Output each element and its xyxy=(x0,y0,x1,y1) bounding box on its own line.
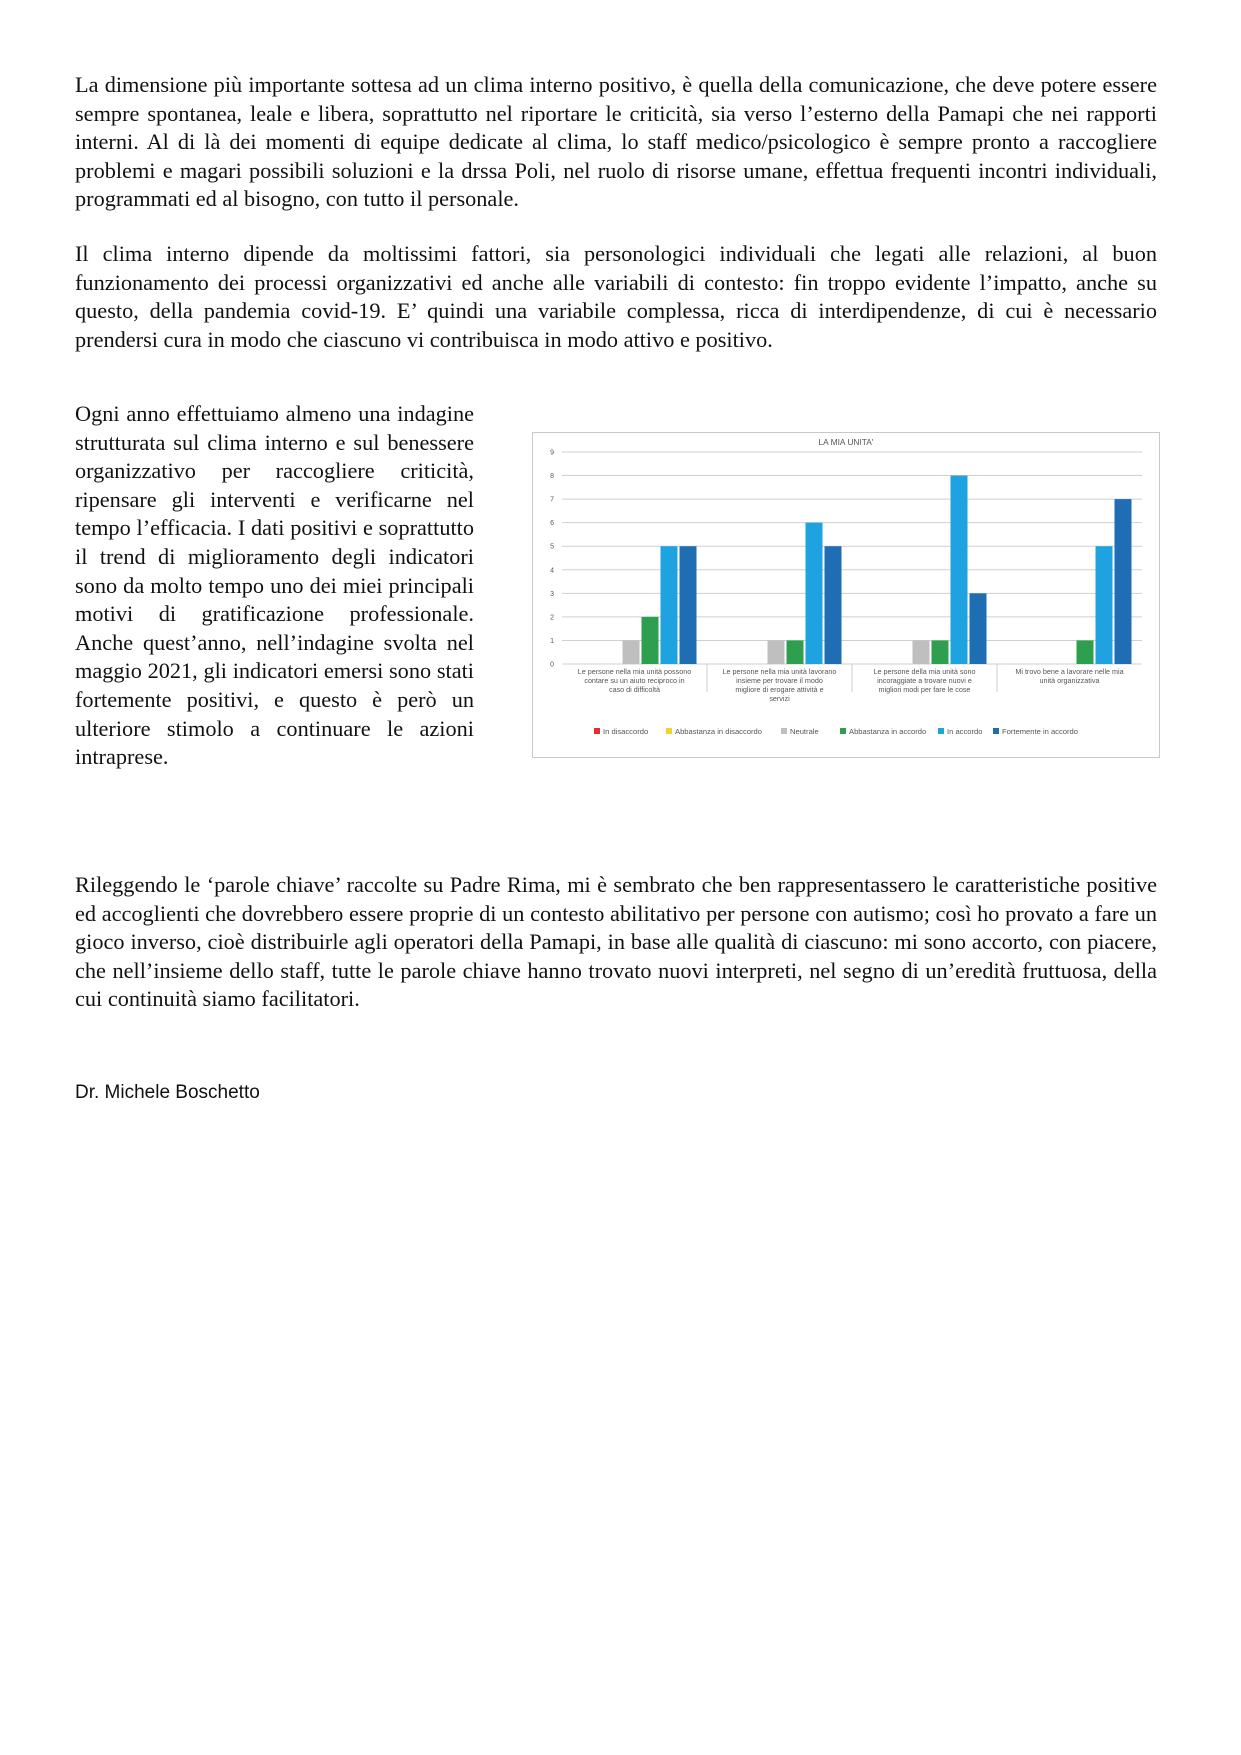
bar xyxy=(1077,640,1094,664)
category-label: servizi xyxy=(769,694,790,703)
legend-label: Neutrale xyxy=(790,727,819,736)
y-tick-label: 8 xyxy=(550,473,554,481)
category-label: insieme per trovare il modo xyxy=(736,676,823,685)
chart-title: LA MIA UNITA' xyxy=(818,437,874,447)
bar xyxy=(913,640,930,664)
bar xyxy=(787,640,804,664)
category-label: Le persone nella mia unità lavorano xyxy=(722,667,837,676)
category-label: Mi trovo bene a lavorare nelle mia xyxy=(1015,667,1124,676)
bar xyxy=(951,476,968,664)
legend-swatch xyxy=(840,728,846,734)
bar xyxy=(1096,546,1113,664)
bar xyxy=(661,546,678,664)
legend-swatch xyxy=(594,728,600,734)
legend-label: Abbastanza in accordo xyxy=(849,727,927,736)
signature: Dr. Michele Boschetto xyxy=(75,1082,260,1103)
bar xyxy=(932,640,949,664)
category-label: Le persone della mia unità sono xyxy=(873,667,976,676)
category-label: unità organizzativa xyxy=(1039,676,1100,685)
paragraph-communication: La dimensione più importante sottesa ad un clima interno positivo, è quella della comunicazione, che deve potere essere sempre spontanea, leale e libera, soprattutto nel riportare le criticità, sia verso l’esterno della Pamapi che nei rapporti interni. Al di là dei momenti di equipe dedicate al clima, lo staff medico/psicologico è sempre pronto a raccogliere problemi e magari possibili soluzioni e la drssa Poli, nel ruolo di risorse umane, effettua frequenti incontri individuali, programmati ed al bisogno, con tutto il personale. xyxy=(75,72,1157,212)
y-tick-label: 1 xyxy=(550,637,554,645)
chart-frame xyxy=(533,433,1160,758)
bar xyxy=(806,523,823,664)
bar xyxy=(642,617,659,664)
y-tick-label: 3 xyxy=(550,590,554,598)
bar xyxy=(680,546,697,664)
legend-label: In disaccordo xyxy=(603,727,649,736)
category-label: incoraggiate a trovare nuovi e xyxy=(877,676,972,685)
y-tick-label: 0 xyxy=(550,661,554,669)
category-label: caso di difficoltà xyxy=(608,685,661,694)
category-label: contare su un aiuto reciproco in xyxy=(584,676,685,685)
legend-label: Abbastanza in disaccordo xyxy=(675,727,762,736)
legend-swatch xyxy=(666,728,672,734)
y-tick-label: 6 xyxy=(550,520,554,528)
y-tick-label: 4 xyxy=(550,567,554,575)
y-tick-label: 7 xyxy=(550,496,554,504)
legend-swatch xyxy=(938,728,944,734)
climate-bar-chart xyxy=(532,432,1160,758)
y-tick-label: 5 xyxy=(550,543,554,551)
bar xyxy=(623,640,640,664)
paragraph-survey: Ogni anno effettuiamo almeno una indagine strutturata sul clima interno e sul benessere organizzativo per raccogliere criticità, ripensare gli interventi e verificarne nel tempo l’efficacia. I dati positivi e soprattutto il trend di miglioramento degli indicatori sono da molto tempo uno dei miei principali motivi di gratificazione professionale. Anche quest’anno, nell’indagine svolta nel maggio 2021, gli indicatori emersi sono stati fortemente positivi, e questo è però un ulteriore stimolo a continuare le azioni intraprese. xyxy=(75,401,474,770)
bar xyxy=(768,640,785,664)
legend-swatch xyxy=(781,728,787,734)
paragraph-internal-climate: Il clima interno dipende da moltissimi fattori, sia personologici individuali che legati alle relazioni, al buon funzionamento dei processi organizzativi ed anche alle variabili di contesto: fin troppo evidente l’impatto, anche su questo, della pandemia covid-19. E’ quindi una variabile complessa, ricca di interdipendenze, di cui è necessario prendersi cura in modo che ciascuno vi contribuisca in modo attivo e positivo. xyxy=(75,241,1157,352)
category-label: migliori modi per fare le cose xyxy=(878,685,971,694)
legend-label: Fortemente in accordo xyxy=(1002,727,1078,736)
legend-label: In accordo xyxy=(947,727,983,736)
bar xyxy=(970,593,987,664)
category-label: Le persone nella mia unità possono xyxy=(577,667,692,676)
bar xyxy=(825,546,842,664)
category-label: migliore di erogare attività e xyxy=(735,685,824,694)
paragraph-keywords: Rileggendo le ‘parole chiave’ raccolte su Padre Rima, mi è sembrato che ben rappresentassero le caratteristiche positive ed accoglienti che dovrebbero essere proprie di un contesto abilitativo per persone con autismo; così ho provato a fare un gioco inverso, cioè distribuirle agli operatori della Pamapi, in base alle qualità di ciascuno: mi sono accorto, con piacere, che nell’insieme dello staff, tutte le parole chiave hanno trovato nuovi interpreti, nel segno di un’eredità fruttuosa, della cui continuità siamo facilitatori. xyxy=(75,872,1157,1012)
legend-swatch xyxy=(993,728,999,734)
y-tick-label: 2 xyxy=(550,614,554,622)
y-tick-label: 9 xyxy=(550,449,554,457)
bar xyxy=(1115,499,1132,664)
chart-svg xyxy=(532,432,1160,758)
